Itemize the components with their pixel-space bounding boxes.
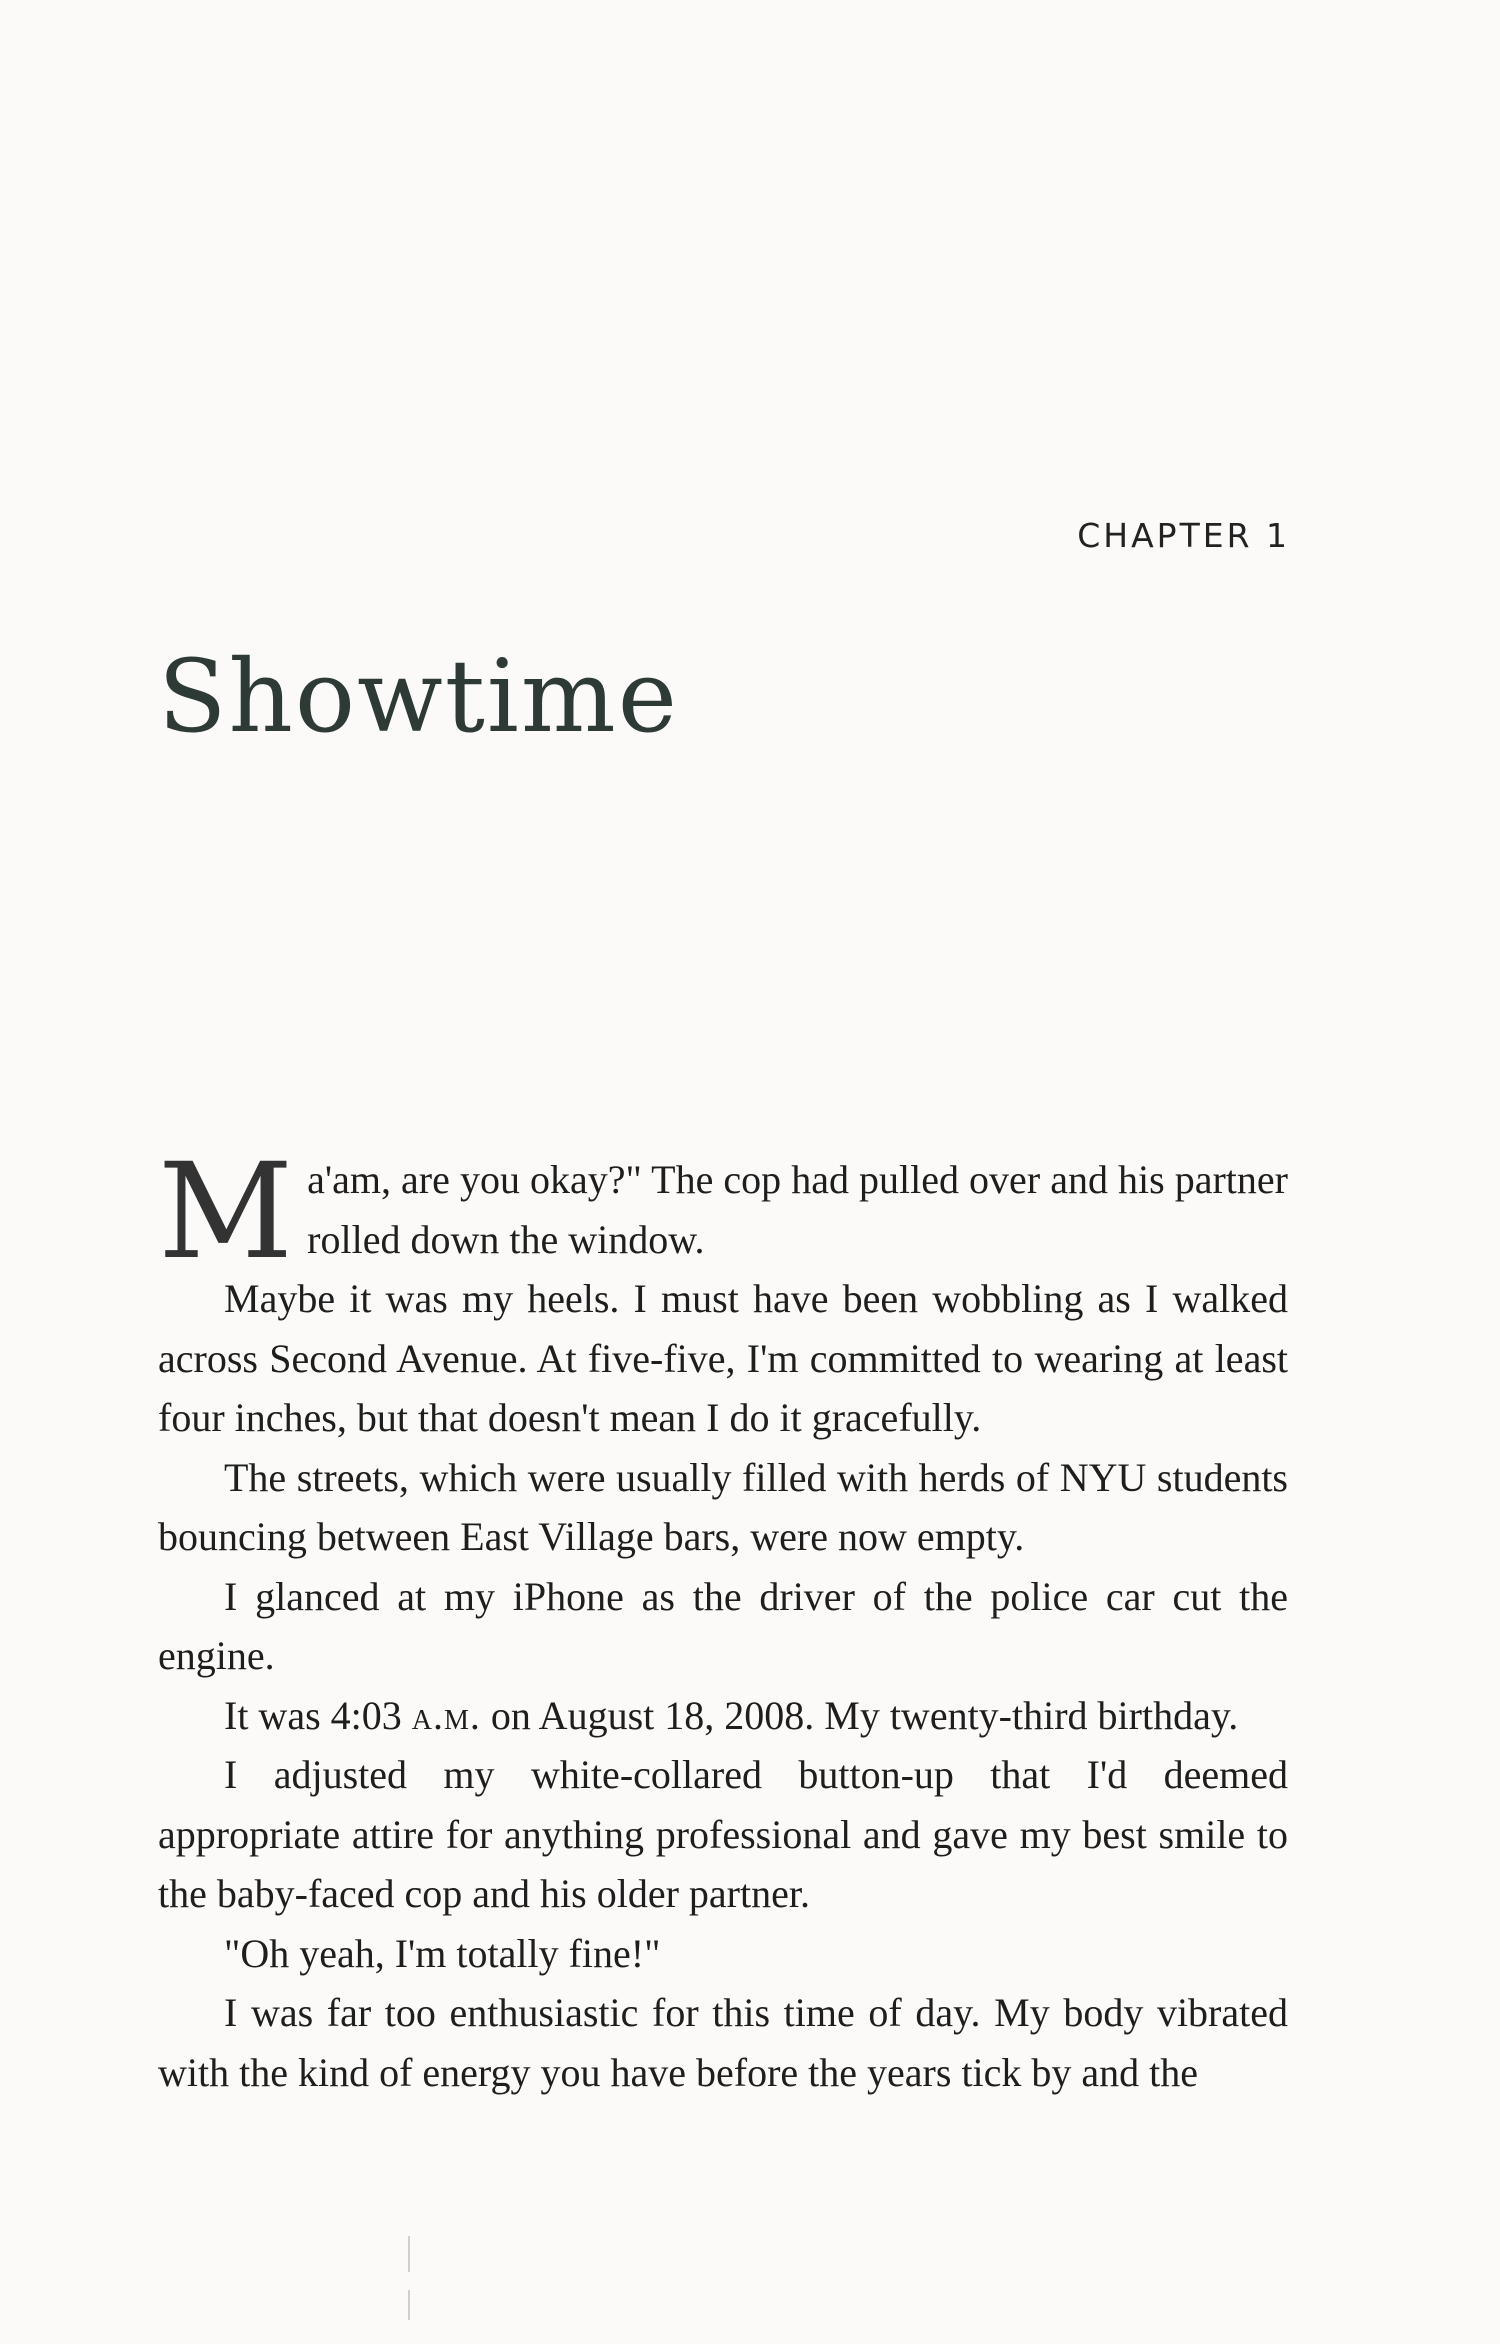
chapter-label: CHAPTER 1	[1077, 516, 1290, 555]
time-marker: a.m.	[411, 1692, 481, 1738]
paragraph-5-start: It was 4:03	[224, 1692, 412, 1738]
body-text	[158, 1135, 1288, 2102]
paragraph-3: The streets, which were usually filled with herds of NYU students bouncing between East Village bars, were now empty.	[158, 1454, 1288, 1559]
scan-artifact-mark	[408, 2236, 410, 2272]
paragraph-2: Maybe it was my heels. I must have been wobbling as I walked across Second Avenue. At five-five, I'm committed to wearing at least four inches, but that doesn't mean I do it gracefully.	[158, 1276, 1288, 1440]
chapter-title: Showtime	[158, 638, 679, 755]
paragraph-4: I glanced at my iPhone as the driver of the police car cut the engine.	[158, 1573, 1288, 1678]
drop-cap: M	[158, 1135, 294, 1289]
paragraph-8: I was far too enthusiastic for this time of day. My body vibrated with the kind of energy you have before the years tick by and the	[158, 1990, 1288, 2095]
paragraph-7: "Oh yeah, I'm totally fine!"	[224, 1930, 661, 1976]
paragraph-5-end: on August 18, 2008. My twenty-third birthday.	[480, 1692, 1239, 1738]
paragraph-1-text: a'am, are you okay?" The cop had pulled over and his partner rolled down the window.	[307, 1157, 1288, 1262]
paragraph-5	[158, 1686, 1288, 1746]
scan-artifact-mark	[408, 2290, 410, 2320]
paragraph-6: I adjusted my white-collared button-up that I'd deemed appropriate attire for anything professional and gave my best smile to the baby-faced cop and his older partner.	[158, 1752, 1288, 1916]
paragraph-1	[158, 1135, 1288, 1289]
